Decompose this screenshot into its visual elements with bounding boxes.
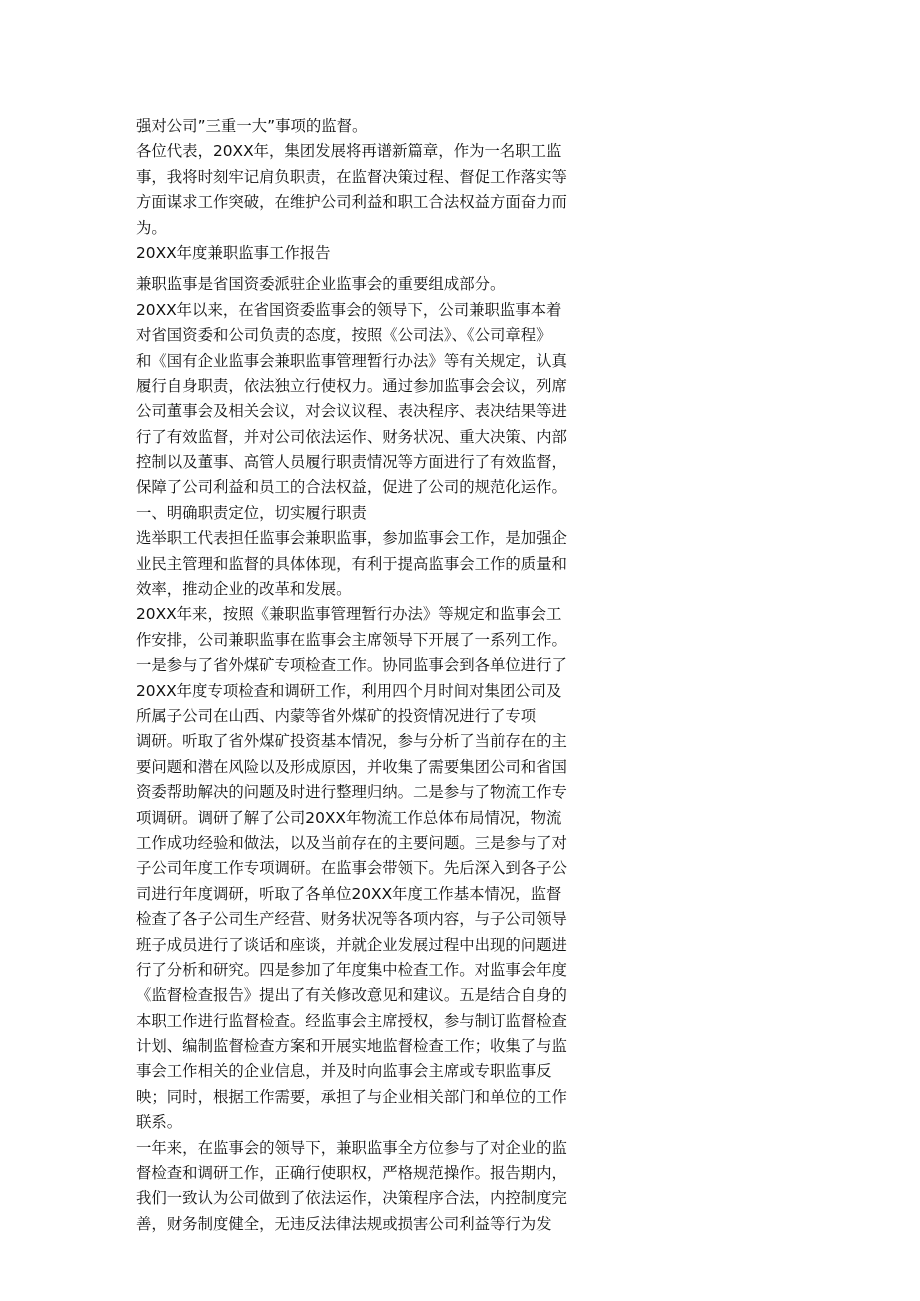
text-line: 督检查和调研工作，正确行使职权，严格规范操作。报告期内， <box>136 1164 567 1183</box>
text-line: 善，财务制度健全，无违反法律法规或损害公司利益等行为发 <box>136 1214 552 1233</box>
text-line: 项调研。调研了解了公司20XX年物流工作总体布局情况，物流 <box>136 808 562 827</box>
text-line: 公司董事会及相关会议，对会议议程、表决程序、表决结果等进 <box>136 402 567 421</box>
text-line: 业民主管理和监督的具体体现，有利于提高监事会工作的质量和 <box>136 554 567 573</box>
text-line: 子公司年度工作专项调研。在监事会带领下。先后深入到各子公 <box>136 859 567 878</box>
text-line: 兼职监事是省国资委派驻企业监事会的重要组成部分。 <box>136 275 506 294</box>
text-line: 我们一致认为公司做到了依法运作，决策程序合法，内控制度完 <box>136 1189 567 1208</box>
text-line: 和《国有企业监事会兼职监事管理暂行办法》等有关规定，认真 <box>136 351 567 370</box>
text-line: 检查了各子公司生产经营、财务状况等各项内容，与子公司领导 <box>136 910 567 929</box>
text-line: 司进行年度调研，听取了各单位20XX年度工作基本情况，监督 <box>136 884 562 903</box>
text-line: 20XX年来，按照《兼职监事管理暂行办法》等规定和监事会工 <box>136 605 562 624</box>
text-line: 作安排，公司兼职监事在监事会主席领导下开展了一系列工作。 <box>136 630 567 649</box>
text-line: 行了有效监督，并对公司依法运作、财务状况、重大决策、内部 <box>136 427 567 446</box>
document-body <box>136 114 576 1237</box>
text-line: 映；同时，根据工作需要，承担了与企业相关部门和单位的工作 <box>136 1087 567 1106</box>
text-line: 为。 <box>136 218 167 237</box>
text-line: 《监督检查报告》提出了有关修改意见和建议。五是结合自身的 <box>136 986 567 1005</box>
text-line: 要问题和潜在风险以及形成原因，并收集了需要集团公司和省国 <box>136 757 567 776</box>
section-heading: 一、明确职责定位，切实履行职责 <box>136 503 367 522</box>
text-line: 20XX年度专项检查和调研工作，利用四个月时间对集团公司及 <box>136 681 562 700</box>
text-line: 计划、编制监督检查方案和开展实地监督检查工作；收集了与监 <box>136 1037 567 1056</box>
text-line: 选举职工代表担任监事会兼职监事，参加监事会工作，是加强企 <box>136 529 567 548</box>
text-line: 一是参与了省外煤矿专项检查工作。协同监事会到各单位进行了 <box>136 656 567 675</box>
report-title: 20XX年度兼职监事工作报告 <box>136 243 331 262</box>
text-line: 控制以及董事、高管人员履行职责情况等方面进行了有效监督， <box>136 453 567 472</box>
text-line: 本职工作进行监督检查。经监事会主席授权，参与制订监督检查 <box>136 1011 567 1030</box>
text-line: 调研。听取了省外煤矿投资基本情况，参与分析了当前存在的主 <box>136 732 567 751</box>
text-line: 各位代表，20XX年，集团发展将再谱新篇章，作为一名职工监 <box>136 142 562 161</box>
text-line: 资委帮助解决的问题及时进行整理归纳。二是参与了物流工作专 <box>136 783 567 802</box>
text-line: 保障了公司利益和员工的合法权益，促进了公司的规范化运作。 <box>136 478 567 497</box>
text-line: 强对公司”三重一大”事项的监督。 <box>136 117 368 135</box>
text-line: 履行自身职责，依法独立行使权力。通过参加监事会会议，列席 <box>136 376 567 395</box>
text-line: 行了分析和研究。四是参加了年度集中检查工作。对监事会年度 <box>136 960 567 979</box>
text-line: 工作成功经验和做法，以及当前存在的主要问题。三是参与了对 <box>136 833 567 852</box>
text-line: 事会工作相关的企业信息，并及时向监事会主席或专职监事反 <box>136 1062 552 1081</box>
text-line: 事，我将时刻牢记肩负职责，在监督决策过程、督促工作落实等 <box>136 167 567 186</box>
text-line: 方面谋求工作突破，在维护公司利益和职工合法权益方面奋力而 <box>136 193 567 212</box>
text-line: 联系。 <box>136 1113 183 1132</box>
text-line: 20XX年以来，在省国资委监事会的领导下，公司兼职监事本着 <box>136 300 562 319</box>
text-line: 效率，推动企业的改革和发展。 <box>136 580 352 599</box>
text-line: 所属子公司在山西、内蒙等省外煤矿的投资情况进行了专项 <box>136 706 537 725</box>
text-line: 班子成员进行了谈话和座谈，并就企业发展过程中出现的问题进 <box>136 935 567 954</box>
text-line: 对省国资委和公司负责的态度，按照《公司法》、《公司章程》 <box>136 326 552 345</box>
text-line: 一年来，在监事会的领导下，兼职监事全方位参与了对企业的监 <box>136 1138 567 1157</box>
